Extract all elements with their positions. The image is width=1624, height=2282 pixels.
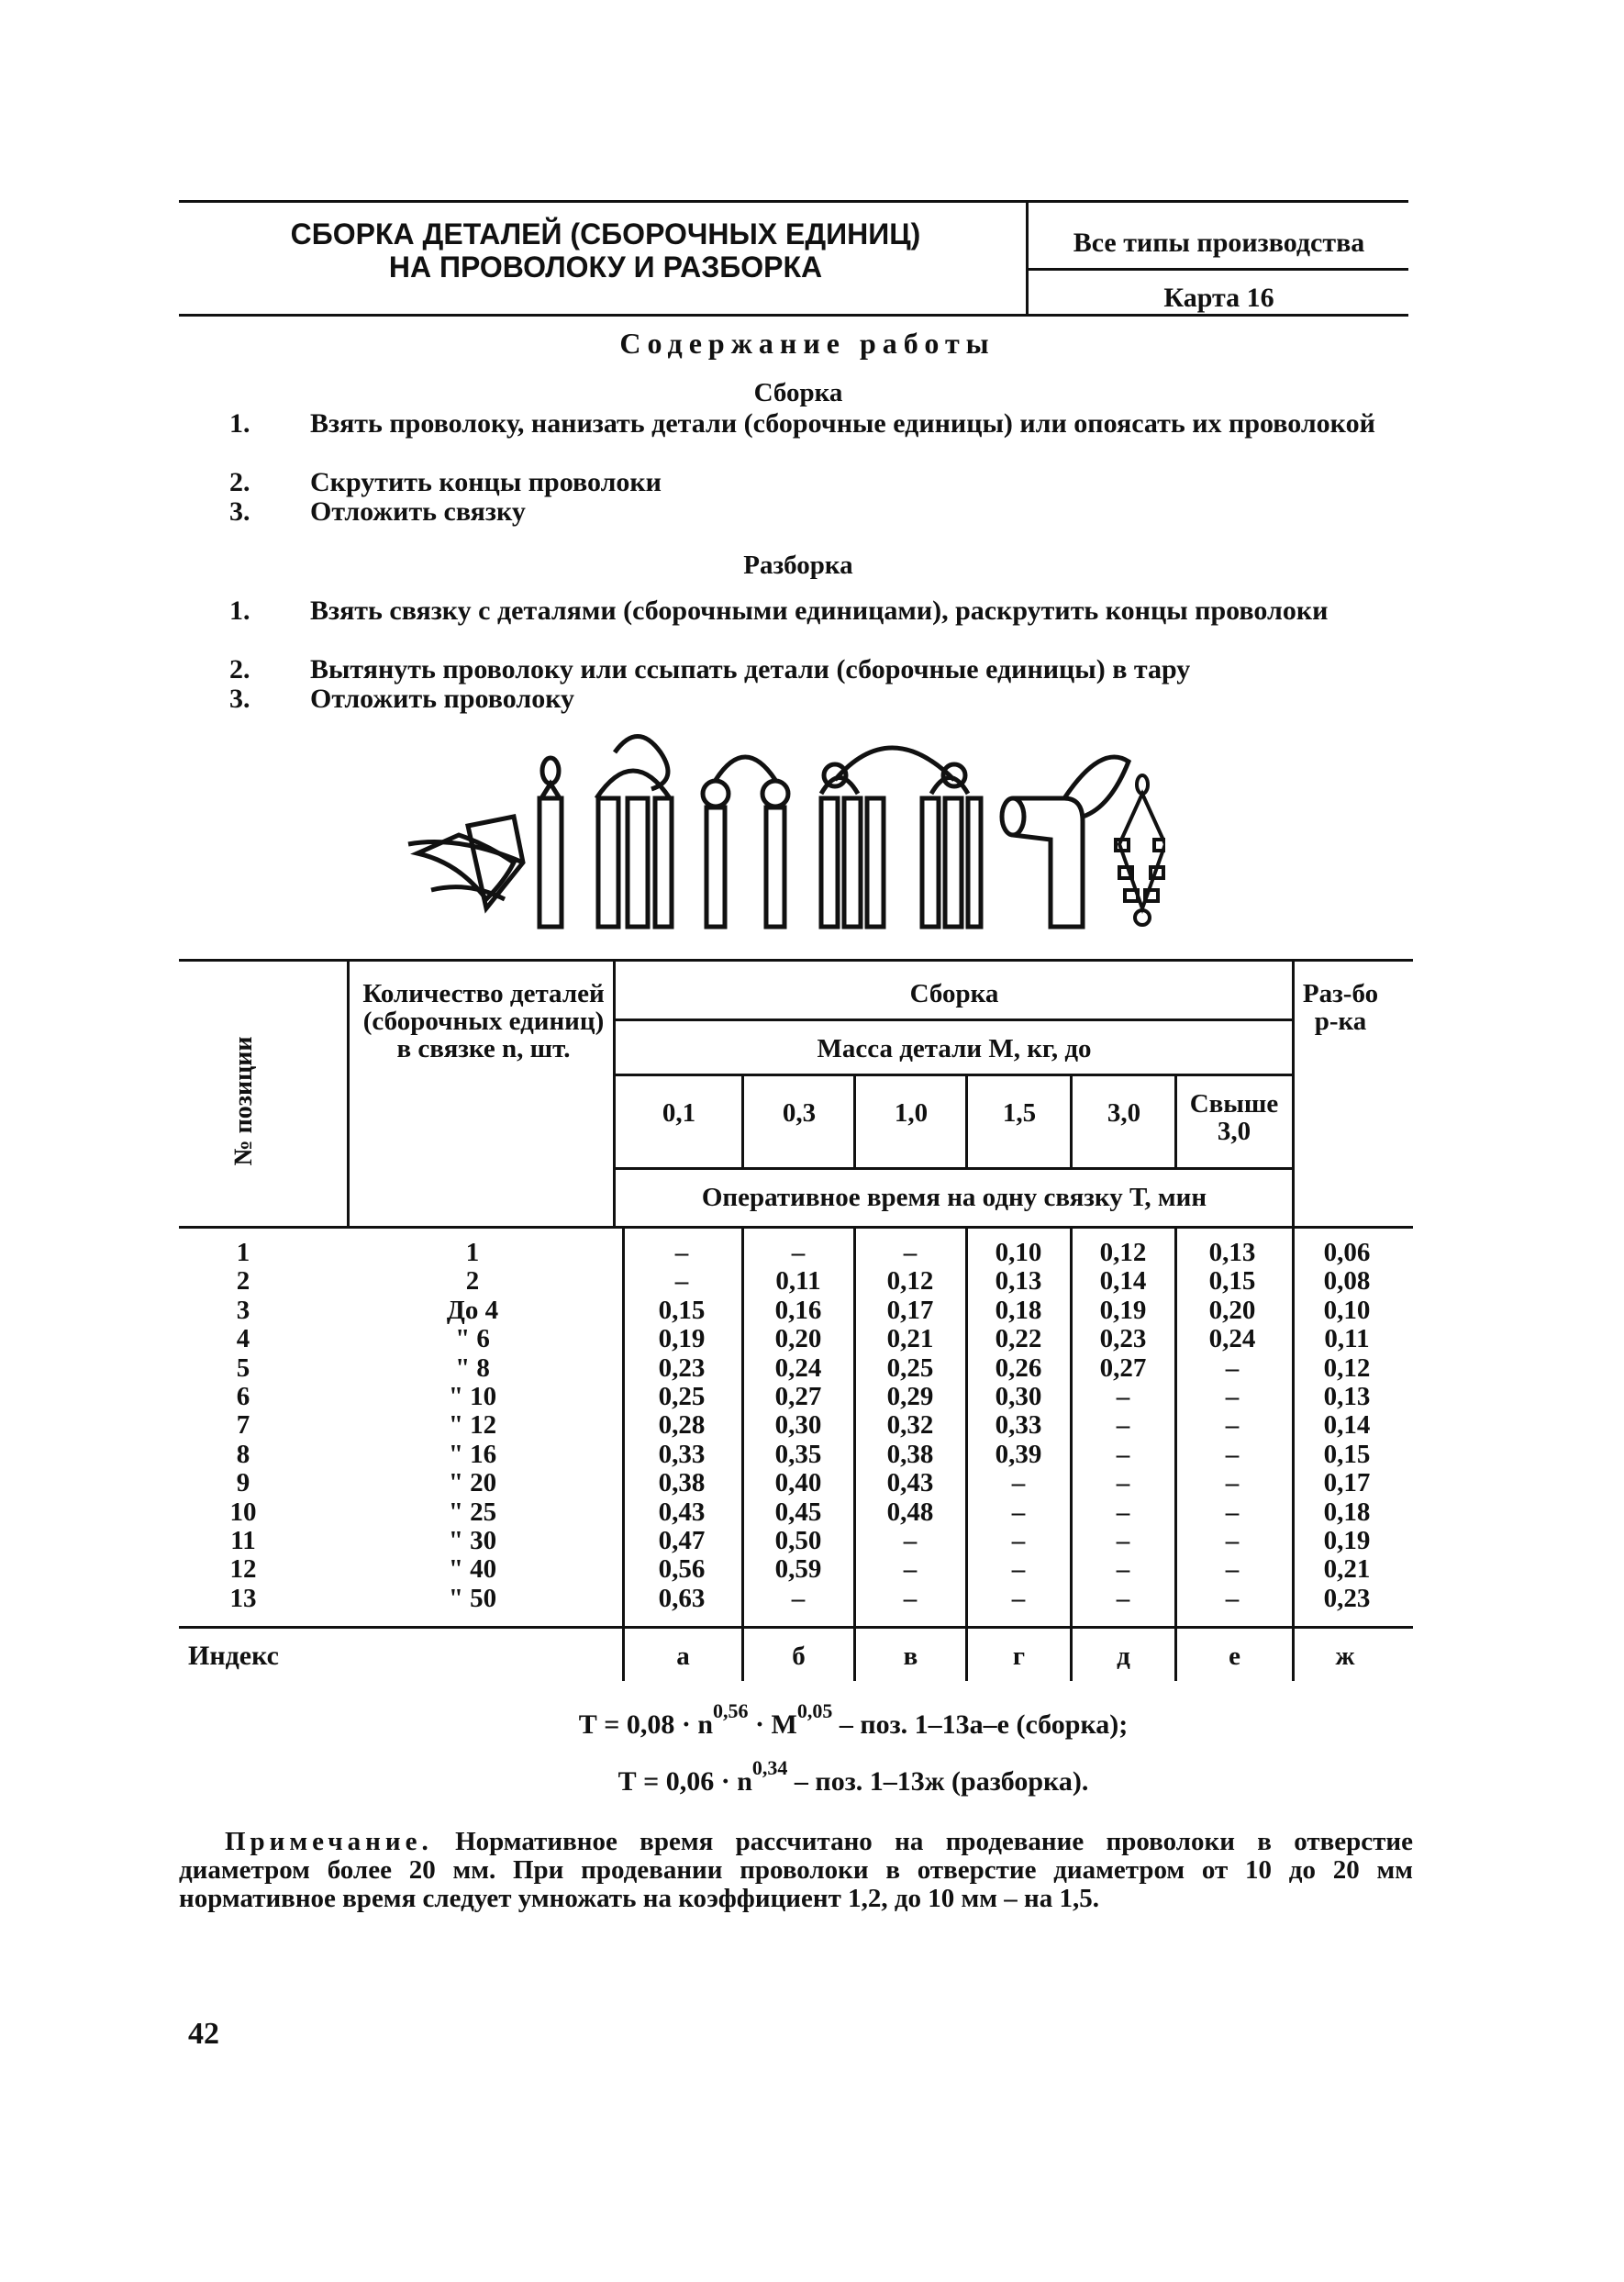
wire-bundle-illustration bbox=[404, 725, 1165, 936]
table-cell: – bbox=[791, 1238, 806, 1267]
table-body-vrule bbox=[741, 1226, 744, 1626]
table-cell: 0,10 bbox=[995, 1238, 1042, 1267]
table-cell: – bbox=[903, 1238, 918, 1267]
table-cell: – bbox=[903, 1554, 918, 1585]
table-cell: 0,19 bbox=[1323, 1525, 1371, 1555]
content-heading: Содержание работы bbox=[619, 327, 996, 360]
mass-col-header: 0,3 bbox=[782, 1098, 817, 1128]
table-body-vrule bbox=[1174, 1226, 1177, 1626]
wrapped-part-figure bbox=[408, 817, 523, 908]
assembly-list: 1. Взять проволоку, нанизать детали (сборочные единицы) или опоясать их проволокой 2. Скрутить концы проволоки 3. Отложить связку bbox=[229, 408, 1375, 527]
header-title-line1: СБОРКА ДЕТАЛЕЙ (СБОРОЧНЫХ ЕДИНИЦ) bbox=[290, 217, 921, 250]
table-body-vrule bbox=[1292, 1226, 1295, 1626]
table-cell: " 16 bbox=[448, 1439, 497, 1469]
table-cell: 0,17 bbox=[886, 1295, 934, 1325]
index-value: е bbox=[1229, 1642, 1240, 1671]
index-value: д bbox=[1117, 1642, 1130, 1671]
table-cell: 0,11 bbox=[775, 1266, 821, 1297]
disassembly-title: Разборка bbox=[743, 551, 853, 580]
table-cell: 0,25 bbox=[658, 1381, 706, 1411]
table-cell: 13 bbox=[229, 1583, 257, 1613]
table-cell: 11 bbox=[230, 1525, 256, 1555]
table-body-bottom-rule bbox=[179, 1626, 1413, 1629]
header-optime: Оперативное время на одну связку Т, мин bbox=[701, 1183, 1207, 1212]
table-cell: 0,39 bbox=[995, 1439, 1042, 1469]
table-cell: – bbox=[1225, 1410, 1240, 1441]
formula-assembly: $Т = 0,08 \cdot n^{0,56} \cdot М^{0,05}$ – поз. 1–13а–е (сборка); bbox=[578, 1699, 1129, 1740]
assembly-title: Сборка bbox=[753, 378, 843, 407]
table-cell: 0,19 bbox=[1099, 1295, 1147, 1325]
table-cell: 0,59 bbox=[774, 1554, 822, 1585]
table-body-vrule bbox=[853, 1226, 856, 1626]
arc-rod-groups-figure bbox=[821, 748, 981, 927]
table-vrule-a bbox=[613, 959, 616, 1226]
table-cell: – bbox=[1225, 1497, 1240, 1527]
table-cell: – bbox=[674, 1266, 689, 1297]
table-masscols-rule bbox=[613, 1167, 1292, 1170]
table-cell: 12 bbox=[229, 1554, 257, 1585]
table-cell: 0,30 bbox=[774, 1410, 822, 1441]
table-cell: 0,63 bbox=[658, 1583, 706, 1613]
col-v bbox=[862, 1239, 958, 1613]
index-value: ж bbox=[1335, 1642, 1355, 1671]
col-a bbox=[631, 1239, 732, 1613]
header-mid-rule bbox=[1026, 268, 1408, 271]
note-label: Примечание. bbox=[225, 1827, 433, 1856]
table-cell: 0,48 bbox=[886, 1497, 934, 1527]
table-cell: 0,06 bbox=[1323, 1238, 1371, 1267]
table-cell: – bbox=[1011, 1525, 1026, 1555]
table-cell: 6 bbox=[236, 1381, 250, 1411]
header-assembly: Сборка bbox=[909, 979, 999, 1008]
table-cell: 0,43 bbox=[886, 1468, 934, 1498]
table-cell: 0,12 bbox=[886, 1266, 934, 1297]
table-cell: 10 bbox=[229, 1497, 257, 1527]
table-cell: – bbox=[1225, 1353, 1240, 1383]
table-top-rule bbox=[179, 959, 1413, 962]
table-cell: 5 bbox=[236, 1353, 250, 1383]
table-cell: 0,38 bbox=[886, 1439, 934, 1469]
table-cell: 0,38 bbox=[658, 1468, 706, 1498]
table-cell: 0,11 bbox=[1324, 1324, 1370, 1354]
table-cell: 0,23 bbox=[658, 1353, 706, 1383]
table-cell: 0,15 bbox=[658, 1295, 706, 1325]
table-cell: – bbox=[1011, 1554, 1026, 1585]
header-top-rule bbox=[179, 200, 1408, 203]
table-cell: 0,23 bbox=[1099, 1324, 1147, 1354]
table-cell: 2 bbox=[236, 1266, 250, 1297]
table-cell: 0,30 bbox=[995, 1381, 1042, 1411]
table-sborka-rule bbox=[613, 1019, 1292, 1021]
table-cell: " 20 bbox=[448, 1468, 497, 1498]
table-cell: " 8 bbox=[455, 1353, 490, 1383]
col-zh bbox=[1301, 1239, 1393, 1613]
table-cell: 0,14 bbox=[1099, 1266, 1147, 1297]
table-cell: – bbox=[903, 1583, 918, 1613]
table-cell: – bbox=[1116, 1439, 1130, 1469]
table-cell: – bbox=[903, 1525, 918, 1555]
table-cell: 0,18 bbox=[1323, 1497, 1371, 1527]
table-cell: – bbox=[1225, 1468, 1240, 1498]
table-cell: – bbox=[1116, 1583, 1130, 1613]
table-cell: 0,21 bbox=[1323, 1554, 1371, 1585]
header-position: № позиции bbox=[229, 1036, 258, 1166]
index-value: в bbox=[903, 1642, 918, 1671]
mass-col-header: Свыше 3,0 bbox=[1189, 1089, 1279, 1146]
production-type: Все типы производства bbox=[1073, 228, 1365, 258]
table-cell: 8 bbox=[236, 1439, 250, 1469]
table-cell: 0,28 bbox=[658, 1410, 706, 1441]
table-body-vrule bbox=[1070, 1226, 1073, 1626]
card-number: Карта 16 bbox=[1163, 283, 1274, 313]
table-cell: 0,15 bbox=[1208, 1266, 1256, 1297]
col-e bbox=[1184, 1239, 1281, 1613]
pipe-elbow-figure bbox=[1002, 757, 1129, 927]
table-cell: " 40 bbox=[448, 1554, 497, 1585]
table-body-vrule bbox=[965, 1226, 968, 1626]
index-value: а bbox=[676, 1642, 690, 1671]
table-cell: " 6 bbox=[455, 1324, 490, 1354]
table-cell: 0,47 bbox=[658, 1525, 706, 1555]
table-vrule-v bbox=[853, 1074, 856, 1167]
mass-col-header: 1,5 bbox=[1002, 1098, 1037, 1128]
mass-col-header: 0,1 bbox=[662, 1098, 696, 1128]
mass-col-header: 1,0 bbox=[894, 1098, 929, 1128]
table-cell: 0,25 bbox=[886, 1353, 934, 1383]
table-cell: 0,20 bbox=[774, 1324, 822, 1354]
disassembly-list: 1. Взять связку с деталями (сборочными единицами), раскрутить концы проволоки 2. Вытянуть проволоку или ссыпать детали (сборочные единицы) в тару 3. Отложить проволоку bbox=[229, 596, 1329, 714]
index-value: б bbox=[792, 1642, 806, 1671]
table-cell: 0,35 bbox=[774, 1439, 822, 1469]
table-cell: 0,33 bbox=[995, 1410, 1042, 1441]
table-vrule-b bbox=[741, 1074, 744, 1167]
header-bottom-rule bbox=[179, 314, 1408, 317]
table-header-bottom-rule bbox=[179, 1226, 1413, 1229]
table-cell: 0,18 bbox=[995, 1295, 1042, 1325]
table-cell: 0,10 bbox=[1323, 1295, 1371, 1325]
table-cell: 9 bbox=[236, 1468, 250, 1498]
table-cell: 0,13 bbox=[995, 1266, 1042, 1297]
table-vrule-g bbox=[965, 1074, 968, 1167]
table-vrule-qty bbox=[347, 959, 350, 1226]
table-cell: 0,56 bbox=[658, 1554, 706, 1585]
col-positions bbox=[188, 1239, 298, 1613]
table-cell: 7 bbox=[236, 1410, 250, 1441]
table-cell: 0,27 bbox=[1099, 1353, 1147, 1383]
header-title-line2: НА ПРОВОЛОКУ И РАЗБОРКА bbox=[388, 250, 823, 284]
table-cell: 1 bbox=[236, 1238, 250, 1267]
single-rod-figure bbox=[539, 758, 562, 927]
table-body-vrule bbox=[622, 1226, 625, 1626]
table-cell: 0,12 bbox=[1099, 1238, 1147, 1267]
header-quantity: Количество деталей (сборочных единиц) в связке n, шт. bbox=[362, 979, 605, 1063]
table-cell: 0,16 bbox=[774, 1295, 822, 1325]
table-cell: – bbox=[1116, 1497, 1130, 1527]
table-cell: 0,08 bbox=[1323, 1266, 1371, 1297]
table-cell: 2 bbox=[465, 1266, 480, 1297]
table-cell: " 10 bbox=[448, 1381, 497, 1411]
table-cell: 0,50 bbox=[774, 1525, 822, 1555]
table-mass-rule bbox=[613, 1074, 1292, 1076]
table-cell: – bbox=[1116, 1554, 1130, 1585]
table-cell: 0,19 bbox=[658, 1324, 706, 1354]
table-cell: До 4 bbox=[446, 1295, 499, 1325]
table-cell: – bbox=[1116, 1381, 1130, 1411]
table-cell: 0,43 bbox=[658, 1497, 706, 1527]
table-cell: 0,15 bbox=[1323, 1439, 1371, 1469]
table-cell: 0,24 bbox=[1208, 1324, 1256, 1354]
col-g bbox=[973, 1239, 1064, 1613]
table-cell: 0,20 bbox=[1208, 1295, 1256, 1325]
note-text: Нормативное время рассчитано на продевание проволоки в отверстие диаметром более 20 мм. При продевании проволоки в отверстие диаметром от 10 до 20 мм нормативное время следует умножать на коэффициент 1,2, до 10 мм – на 1,5. bbox=[179, 1827, 1414, 1913]
table-cell: 0,13 bbox=[1323, 1381, 1371, 1411]
header-mass: Масса детали М, кг, до bbox=[817, 1034, 1092, 1063]
table-vrule-d bbox=[1070, 1074, 1073, 1167]
table-cell: 0,22 bbox=[995, 1324, 1042, 1354]
index-value: г bbox=[1012, 1642, 1026, 1671]
table-cell: 0,24 bbox=[774, 1353, 822, 1383]
table-cell: – bbox=[1011, 1583, 1026, 1613]
table-cell: " 30 bbox=[448, 1525, 497, 1555]
table-cell: 0,23 bbox=[1323, 1583, 1371, 1613]
table-cell: 0,14 bbox=[1323, 1410, 1371, 1441]
table-cell: – bbox=[1116, 1410, 1130, 1441]
table-cell: 0,33 bbox=[658, 1439, 706, 1469]
table-cell: 1 bbox=[465, 1238, 480, 1267]
table-cell: " 25 bbox=[448, 1497, 497, 1527]
table-cell: 0,12 bbox=[1323, 1353, 1371, 1383]
table-cell: – bbox=[1116, 1525, 1130, 1555]
table-cell: – bbox=[1011, 1497, 1026, 1527]
table-cell: – bbox=[674, 1238, 689, 1267]
table-cell: 0,27 bbox=[774, 1381, 822, 1411]
page-number: 42 bbox=[188, 2017, 219, 2051]
table-cell: 0,21 bbox=[886, 1324, 934, 1354]
table-cell: 3 bbox=[236, 1295, 250, 1325]
table-vrule-e bbox=[1174, 1074, 1177, 1167]
table-vrule-zh bbox=[1292, 959, 1295, 1226]
mass-col-header: 3,0 bbox=[1107, 1098, 1141, 1128]
col-quantities bbox=[404, 1239, 541, 1613]
formula-disassembly: $Т = 0,06 \cdot n^{0,34}$ – поз. 1–13ж (разборка). bbox=[617, 1756, 1089, 1797]
table-cell: – bbox=[1116, 1468, 1130, 1498]
table-cell: 4 bbox=[236, 1324, 250, 1354]
table-cell: 0,40 bbox=[774, 1468, 822, 1498]
two-rods-figure bbox=[596, 737, 672, 928]
table-cell: " 12 bbox=[448, 1410, 497, 1441]
table-cell: – bbox=[1225, 1525, 1240, 1555]
table-cell: – bbox=[1011, 1468, 1026, 1498]
table-cell: 0,32 bbox=[886, 1410, 934, 1441]
table-cell: 0,29 bbox=[886, 1381, 934, 1411]
note bbox=[179, 1828, 1413, 1913]
table-cell: 0,17 bbox=[1323, 1468, 1371, 1498]
index-label: Индекс bbox=[188, 1641, 279, 1671]
table-cell: 0,13 bbox=[1208, 1238, 1256, 1267]
col-d bbox=[1077, 1239, 1169, 1613]
table-cell: – bbox=[1225, 1381, 1240, 1411]
bridged-rods-figure bbox=[703, 757, 788, 927]
table-cell: " 50 bbox=[448, 1583, 497, 1613]
table-cell: – bbox=[791, 1583, 806, 1613]
header-disassembly: Раз-бор-ка bbox=[1302, 979, 1379, 1036]
table-cell: – bbox=[1225, 1583, 1240, 1613]
col-b bbox=[751, 1239, 846, 1613]
header-divider bbox=[1026, 200, 1029, 315]
table-cell: – bbox=[1225, 1554, 1240, 1585]
table-cell: – bbox=[1225, 1439, 1240, 1469]
table-cell: 0,26 bbox=[995, 1353, 1042, 1383]
hanging-chain-figure bbox=[1116, 775, 1165, 925]
table-cell: 0,45 bbox=[774, 1497, 822, 1527]
